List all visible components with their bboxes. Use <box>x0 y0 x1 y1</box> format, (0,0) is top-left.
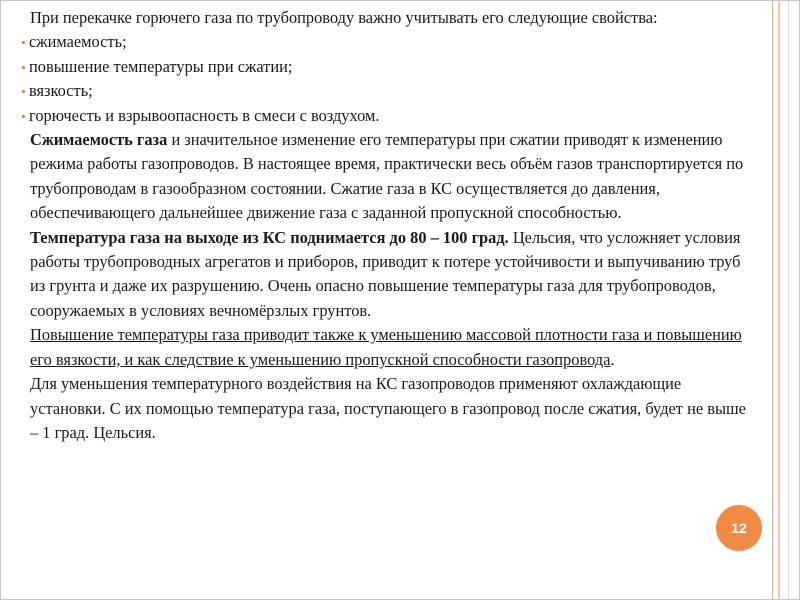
list-item: вязкость; <box>22 79 748 103</box>
page-number-badge: 12 <box>716 505 762 551</box>
compressibility-paragraph <box>22 128 748 226</box>
decorative-rail <box>778 0 780 600</box>
decorative-rail <box>772 0 773 600</box>
temperature-paragraph <box>22 226 748 324</box>
decorative-rail <box>788 0 789 600</box>
intro-text: При перекачке горючего газа по трубопроводу важно учитывать его следующие свойства: <box>30 8 658 27</box>
list-item: повышение температуры при сжатии; <box>22 55 748 79</box>
compressibility-text: и значительное изменение его температуры при сжатии приводят к изменению режима работы газопроводов. В настоящее время, практически весь объём газов транспортируется по трубопроводам в газообразном состоянии. Сжатие газа в КС осуществляется до давления, обеспечивающего дальнейшее движение газа с заданной пропускной способностью. <box>30 130 744 223</box>
cooling-paragraph: Для уменьшения температурного воздействия на КС газопроводов применяют охлаждающие установки. С их помощью температура газа, поступающего в газопровод после сжатия, будет не выше – 1 град. Цельсия. <box>30 374 746 442</box>
density-paragraph <box>22 323 748 372</box>
temperature-text: Цельсия, что усложняет условия работы трубопроводных агрегатов и приборов, приводит к потере устойчивости и выпучиванию труб из грунта и даже их разрушению. Очень опасно повышение температуры газа для трубопроводов, сооружаемых в условиях вечномёрзлых грунтов. <box>30 227 741 320</box>
density-text: . <box>610 349 615 369</box>
list-item: горючесть и взрывоопасность в смеси с воздухом. <box>22 104 748 128</box>
properties-list <box>22 30 748 128</box>
density-underlined: Повышение температуры газа приводит также к уменьшению массовой плотности газа и повышению его вязкости, и как следствие к уменьшению пропускной способности газопровода <box>30 325 742 369</box>
slide-body <box>22 6 748 445</box>
list-item: сжимаемость; <box>22 30 748 54</box>
temperature-lead: Температура газа на выходе из КС поднимается до 80 – 100 град. <box>30 227 509 247</box>
compressibility-lead: Сжимаемость газа <box>30 130 168 150</box>
